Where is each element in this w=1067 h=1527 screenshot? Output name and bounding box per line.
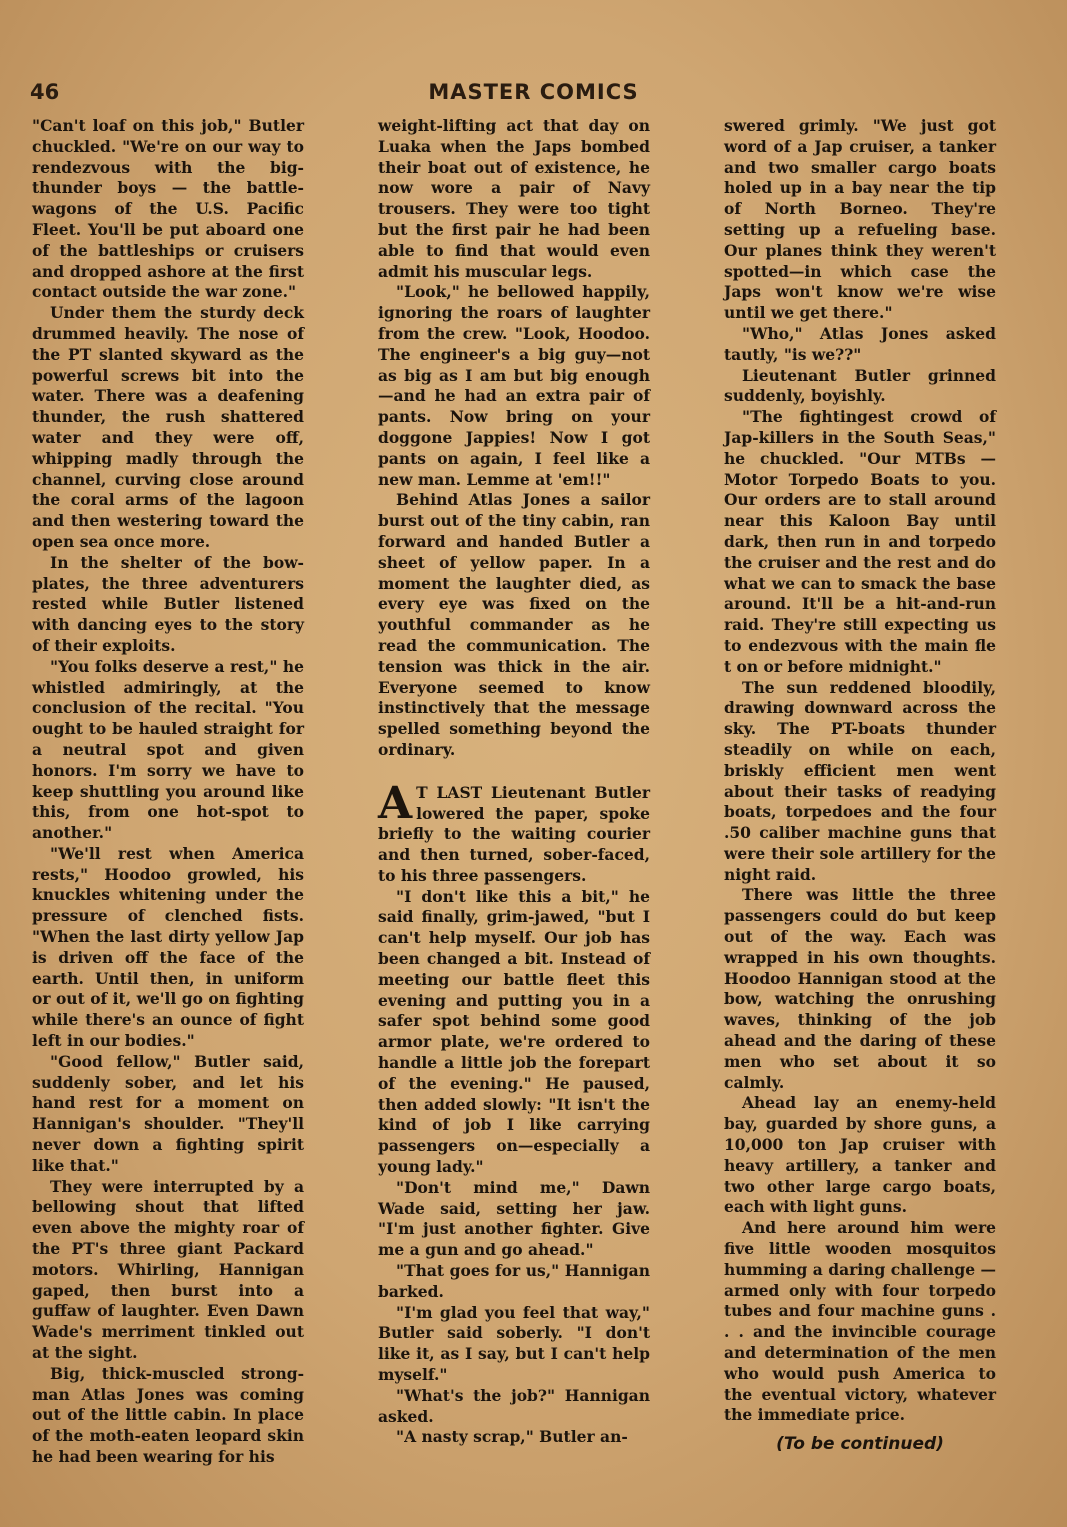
text-column-1	[32, 116, 304, 1468]
paragraph: In the shelter of the bow-plates, the three adventurers rested while Butler listened with dancing eyes to the story of their exploits.	[32, 552, 304, 655]
running-title: MASTER COMICS	[428, 80, 639, 104]
paragraph: They were interrupted by a bellowing shout that lifted even above the mighty roar of the PT's three giant Packard motors. Whirling, Hannigan gaped, then burst into a guffaw of laughter. Even Dawn Wade's merriment tinkled out at the sight.	[32, 1176, 304, 1363]
section-start-paragraph	[378, 777, 650, 887]
continued-note: (To be continued)	[776, 1434, 944, 1455]
paragraph: "Don't mind me," Dawn Wade said, setting her jaw. "I'm just another fighter. Give me a gun and go ahead."	[378, 1177, 650, 1260]
paragraph: Under them the sturdy deck drummed heavily. The nose of the PT slanted skyward as the powerful screws bit into the water. There was a deafening thunder, the rush shattered water and they were off, whipping madly through the channel, curving close around the coral arms of the lagoon and then westering toward the open sea once more.	[32, 303, 304, 551]
paragraph: Behind Atlas Jones a sailor burst out of the tiny cabin, ran forward and handed Butler a sheet of yellow paper. In a moment the laughter died, as every eye was fixed on the youthful commander as he read the communication. The tension was thick in the air. Everyone seemed to know instinctively that the message spelled something beyond the ordinary.	[378, 490, 650, 759]
drop-cap: A	[378, 777, 413, 829]
paragraph: "A nasty scrap," Butler an-	[396, 1427, 628, 1447]
paragraph: "That goes for us," Hannigan barked.	[378, 1261, 650, 1301]
paragraph: And here around him were five little wooden mosquitos humming a daring challenge —armed only with four torpedo tubes and four machine guns . . . and the invincible courage and determination of the men who would push America to the eventual victory, whatever the immediate price.	[724, 1218, 996, 1425]
paragraph: "We'll rest when America rests," Hoodoo growled, his knuckles whitening under the pressure of clenched fists. "When the last dirty yellow Jap is driven off the face of the earth. Until then, in uniform or out of it, we'll go on fighting while there's an ounce of fight left in our bodies."	[32, 843, 304, 1051]
paragraph: Big, thick-muscled strong-man Atlas Jones was coming out of the little cabin. In place of the moth-eaten leopard skin he had been wearing for his	[32, 1363, 304, 1466]
paragraph: "The fightingest crowd of Jap-killers in the South Seas," he chuckled. "Our MTBs — Motor Torpedo Boats to you. Our orders are to stall around near this Kaloon Bay until dark, then run in and torpedo the cruiser and the rest and do what we can to smack the base around. It'll be a hit-and-run raid. They're still expecting us to endezvous with the main fle t on or before midnight."	[724, 407, 996, 676]
paragraph: "I'm glad you feel that way," Butler said soberly. "I don't like it, as I say, but I can't help myself."	[378, 1302, 650, 1385]
paragraph: weight-lifting act that day on Luaka when the Japs bombed their boat out of existence, he now wore a pair of Navy trousers. They were too tight but the first pair he had been able to find that would even admit his muscular legs.	[378, 116, 650, 281]
page-number: 46	[30, 80, 60, 104]
paragraph: "Who," Atlas Jones asked tautly, "is we??"	[724, 323, 996, 364]
paragraph: The sun reddened bloodily, drawing downward across the sky. The PT-boats thunder steadily on while on each, briskly efficient men went about their tasks of readying boats, torpedoes and the four .50 caliber machine guns that were their sole artillery for the night raid.	[724, 677, 996, 884]
paragraph: "Look," he bellowed happily, ignoring the roars of laughter from the crew. "Look, Hoodoo. The engineer's a big guy—not as big as I am but big enough—and he had an extra pair of pants. Now bring on your doggone Jappies! Now I got pants on again, I feel like a new man. Lemme at 'em!!"	[378, 282, 650, 489]
paragraph: Ahead lay an enemy-held bay, guarded by shore guns, a 10,000 ton Jap cruiser with heavy artillery, a tanker and two other large cargo boats, each with light guns.	[724, 1093, 996, 1217]
paragraph: Lieutenant Butler grinned suddenly, boyishly.	[724, 365, 996, 406]
text-column-3	[724, 116, 996, 1454]
section-start-text: T LAST Lieutenant Butler lowered the paper, spoke briefly to the waiting courier and then turned, sober-faced, to his three passengers.	[378, 782, 650, 885]
text-column-2	[378, 116, 650, 1448]
paragraph: There was little the three passengers could do but keep out of the way. Each was wrapped in his own thoughts. Hoodoo Hannigan stood at the bow, watching the onrushing waves, thinking of the job ahead and the daring of these men who set about it so calmly.	[724, 885, 996, 1092]
paragraph: "What's the job?" Hannigan asked.	[378, 1385, 650, 1426]
paragraph: "Good fellow," Butler said, suddenly sober, and let his hand rest for a moment on Hannigan's shoulder. "They'll never down a fighting spirit like that."	[32, 1051, 304, 1175]
page-header	[30, 80, 1037, 110]
paragraph: swered grimly. "We just got word of a Jap cruiser, a tanker and two smaller cargo boats holed up in a bay near the tip of North Borneo. They're setting up a refueling base. Our planes think they weren't spotted—in which case the Japs won't know we're wise until we get there."	[724, 116, 996, 323]
paragraph: "I don't like this a bit," he said finally, grim-jawed, "but I can't help myself. Our job has been changed a bit. Instead of meeting our battle fleet this evening and putting you in a safer spot behind some good armor plate, we're ordered to handle a little job the forepart of the evening." He paused, then added slowly: "It isn't the kind of job I like carrying passengers on—especially a young lady."	[378, 886, 650, 1177]
paragraph: "Can't loaf on this job," Butler chuckled. "We're on our way to rendezvous with the big-thunder boys — the battle-wagons of the U.S. Pacific Fleet. You'll be put aboard one of the battleships or cruisers and dropped ashore at the first contact outside the war zone."	[32, 116, 304, 302]
paragraph: "You folks deserve a rest," he whistled admiringly, at the conclusion of the recital. "You ought to be hauled straight for a neutral spot and given honors. I'm sorry we have to keep shuttling you around like this, from one hot-spot to another."	[32, 656, 304, 843]
